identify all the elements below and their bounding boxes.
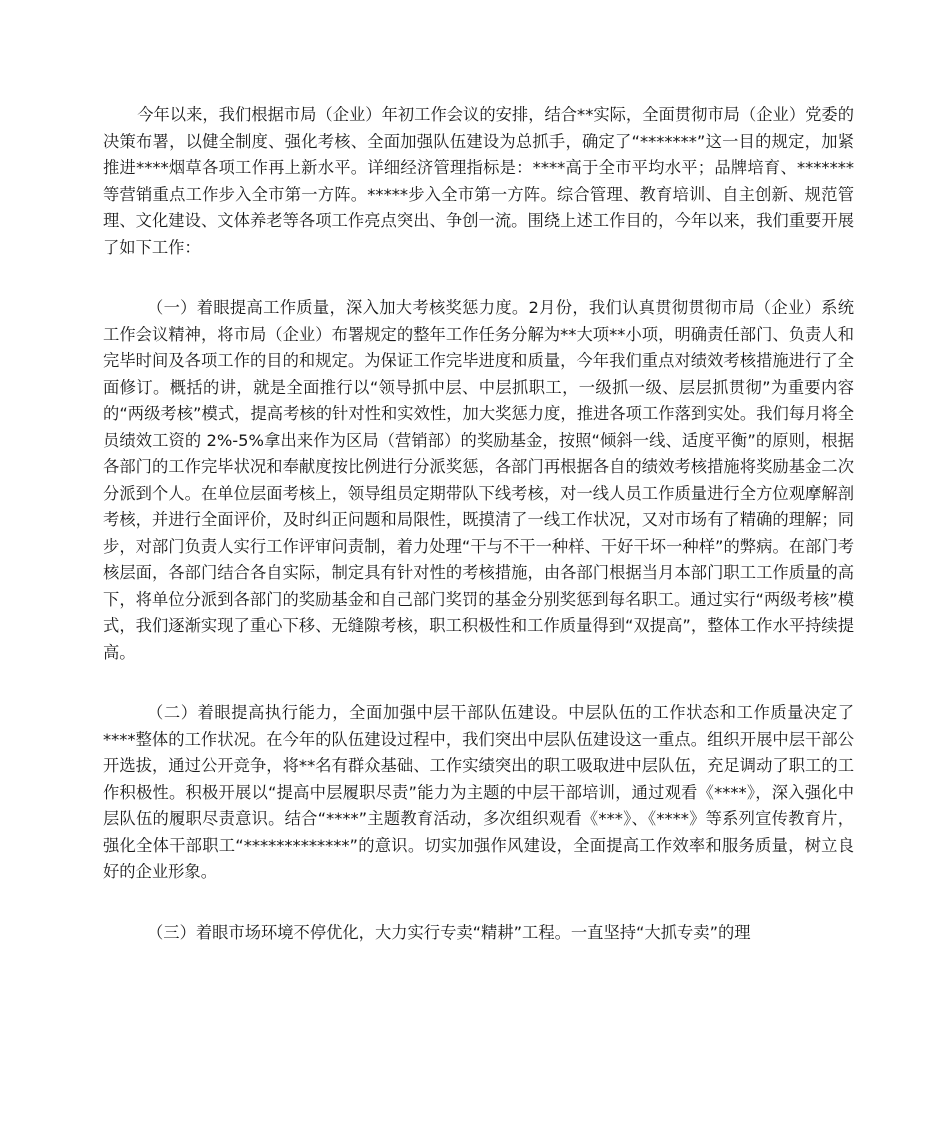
section-2-paragraph: （二）着眼提高执行能力，全面加强中层干部队伍建设。中层队伍的工作状态和工作质量决定了****整体的工作状况。在今年的队伍建设过程中，我们突出中层队伍建设这一重点。组织开展中层干部公开选拔，通过公开竞争，将**名有群众基础、工作实绩突出的职工吸取进中层队伍，充足调动了职工的工作积极性。积极开展以“提高中层履职尽责”能力为主题的中层干部培训，通过观看《****》，深入强化中层队伍的履职尽责意识。结合“****”主题教育活动，多次组织观看《***》、《****》等系列宣传教育片，强化全体干部职工“*************”的意识。切实加强作风建设，全面提高工作效率和服务质量，树立良好的企业形象。: [103, 703, 854, 881]
intro-paragraph: 今年以来，我们根据市局（企业）年初工作会议的安排，结合**实际，全面贯彻市局（企业）党委的决策布署，以健全制度、强化考核、全面加强队伍建设为总抓手，确定了“*******”这一目的规定，加紧推进****烟草各项工作再上新水平。详细经济管理指标是：****高于全市平均水平；品牌培育、*******等营销重点工作步入全市第一方阵。*****步入全市第一方阵。综合管理、教育培训、自主创新、规范管理、文化建设、文体养老等各项工作亮点突出、争创一流。围绕上述工作目的，今年以来，我们重要开展了如下工作：: [103, 105, 854, 257]
section-3-paragraph: （三）着眼市场环境不停优化，大力实行专卖“精耕”工程。一直坚持“大抓专卖”的理: [147, 922, 751, 942]
section-1-paragraph: （一）着眼提高工作质量，深入加大考核奖惩力度。2月份，我们认真贯彻贯彻市局（企业）系统工作会议精神，将市局（企业）布署规定的整年工作任务分解为**大项**小项，明确责任部门、负责人和完毕时间及各项工作的目的和规定。为保证工作完毕进度和质量，今年我们重点对绩效考核措施进行了全面修订。概括的讲，就是全面推行以“领导抓中层、中层抓职工，一级抓一级、层层抓贯彻”为重要内容的“两级考核”模式，提高考核的针对性和实效性，加大奖惩力度，推进各项工作落到实处。我们每月将全员绩效工资的 2%-5%拿出来作为区局（营销部）的奖励基金，按照“倾斜一线、适度平衡”的原则，根据各部门的工作完毕状况和奉献度按比例进行分派奖惩，各部门再根据各自的绩效考核措施将奖励基金二次分派到个人。在单位层面考核上，领导组员定期带队下线考核，对一线人员工作质量进行全方位观摩解剖考核，并进行全面评价，及时纠正问题和局限性，既摸清了一线工作状况，又对市场有了精确的理解；同步，对部门负责人实行工作评审问责制，着力处理“干与不干一种样、干好干坏一种样”的弊病。在部门考核层面，各部门结合各自实际，制定具有针对性的考核措施，由各部门根据当月本部门职工工作质量的高下，将单位分派到各部门的奖励基金和自己部门奖罚的基金分别奖惩到每名职工。通过实行“两级考核”模式，我们逐渐实现了重心下移、无缝隙考核，职工积极性和工作质量得到“双提高”，整体工作水平持续提高。: [103, 298, 854, 662]
document-body: [103, 102, 854, 980]
